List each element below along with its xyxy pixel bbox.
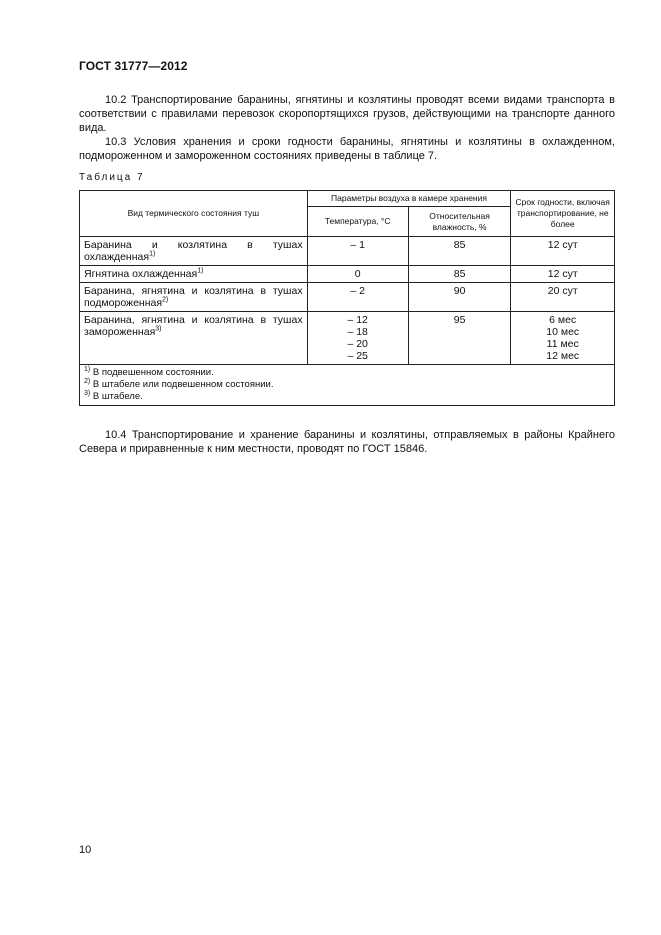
col-header-humidity: Относительная влажность, % — [408, 207, 511, 237]
table-caption: Таблица 7 — [79, 172, 145, 183]
shelf-life-value: 10 мес — [546, 326, 580, 338]
row-name: Баранина и козлятина в тушах охлажденная$^{1)}$ — [80, 237, 308, 266]
row-name: Ягнятина охлажденная$^{1)}$ — [80, 266, 308, 283]
row-humidity: 90 — [408, 283, 511, 312]
table-row — [80, 312, 615, 365]
footnote: $^{1)}$ В подвешенном состоянии. — [84, 365, 214, 378]
shelf-life-value: 6 мес — [549, 314, 577, 326]
row-name: Баранина, ягнятина и козлятина в тушах замороженная$^{3)}$ — [80, 312, 308, 365]
row-temperature — [307, 312, 408, 365]
temperature-value: – 25 — [347, 350, 368, 362]
footnote-ref: 1) — [197, 267, 204, 275]
row-temperature: – 2 — [307, 283, 408, 312]
paragraph-10-4: 10.4 Транспортирование и хранение баранины и козлятины, отправляемых в районы Крайнего Севера и приравненные к ним местности, проводят по ГОСТ 15846. — [79, 429, 615, 455]
col-header-air-params: Параметры воздуха в камере хранения — [307, 191, 511, 207]
col-header-carcass-state: Вид термического состояния туш — [80, 191, 308, 237]
footnote-ref: 3) — [155, 325, 162, 333]
footnote-ref: 1) — [149, 250, 156, 258]
shelf-life-value: 11 мес — [546, 338, 579, 350]
shelf-life-value: 12 мес — [546, 350, 580, 362]
storage-table — [79, 190, 615, 406]
row-humidity: 85 — [408, 237, 511, 266]
row-shelf-life: 20 сут — [511, 283, 615, 312]
paragraph-10-3: 10.3 Условия хранения и сроки годности баранины, ягнятины и козлятины в охлажденном, подмороженном и замороженном состояниях приведены в таблице 7. — [79, 136, 615, 162]
temperature-value: – 18 — [347, 326, 368, 338]
footnote: $^{3)}$ В штабеле. — [84, 389, 143, 402]
footnote-ref: 2) — [162, 296, 169, 304]
row-shelf-life: 12 сут — [511, 266, 615, 283]
col-header-temperature: Температура, °С — [307, 207, 408, 237]
temperature-value: – 12 — [347, 314, 368, 326]
paragraph-10-2: 10.2 Транспортирование баранины, ягнятины и козлятины проводят всеми видами транспорта в соответствии с правилами перевозок скоропортящихся грузов, действующими на транспорте данного вида. — [79, 94, 615, 134]
col-header-shelf-life: Срок годности, включая транспортирование, не более — [511, 191, 615, 237]
table-row — [80, 266, 615, 283]
footnotes-row — [80, 365, 615, 406]
row-shelf-life — [511, 312, 615, 365]
table-footnotes — [80, 365, 615, 406]
row-shelf-life: 12 сут — [511, 237, 615, 266]
row-temperature: 0 — [307, 266, 408, 283]
table-row — [80, 283, 615, 312]
page-number: 10 — [79, 844, 92, 856]
row-humidity: 85 — [408, 266, 511, 283]
document-header: ГОСТ 31777—2012 — [79, 59, 188, 73]
row-name: Баранина, ягнятина и козлятина в тушах подмороженная$^{2)}$ — [80, 283, 308, 312]
temperature-value: – 20 — [347, 338, 368, 350]
footnote: $^{2)}$ В штабеле или подвешенном состоянии. — [84, 377, 274, 390]
table-row — [80, 237, 615, 266]
row-temperature: – 1 — [307, 237, 408, 266]
row-humidity: 95 — [408, 312, 511, 365]
